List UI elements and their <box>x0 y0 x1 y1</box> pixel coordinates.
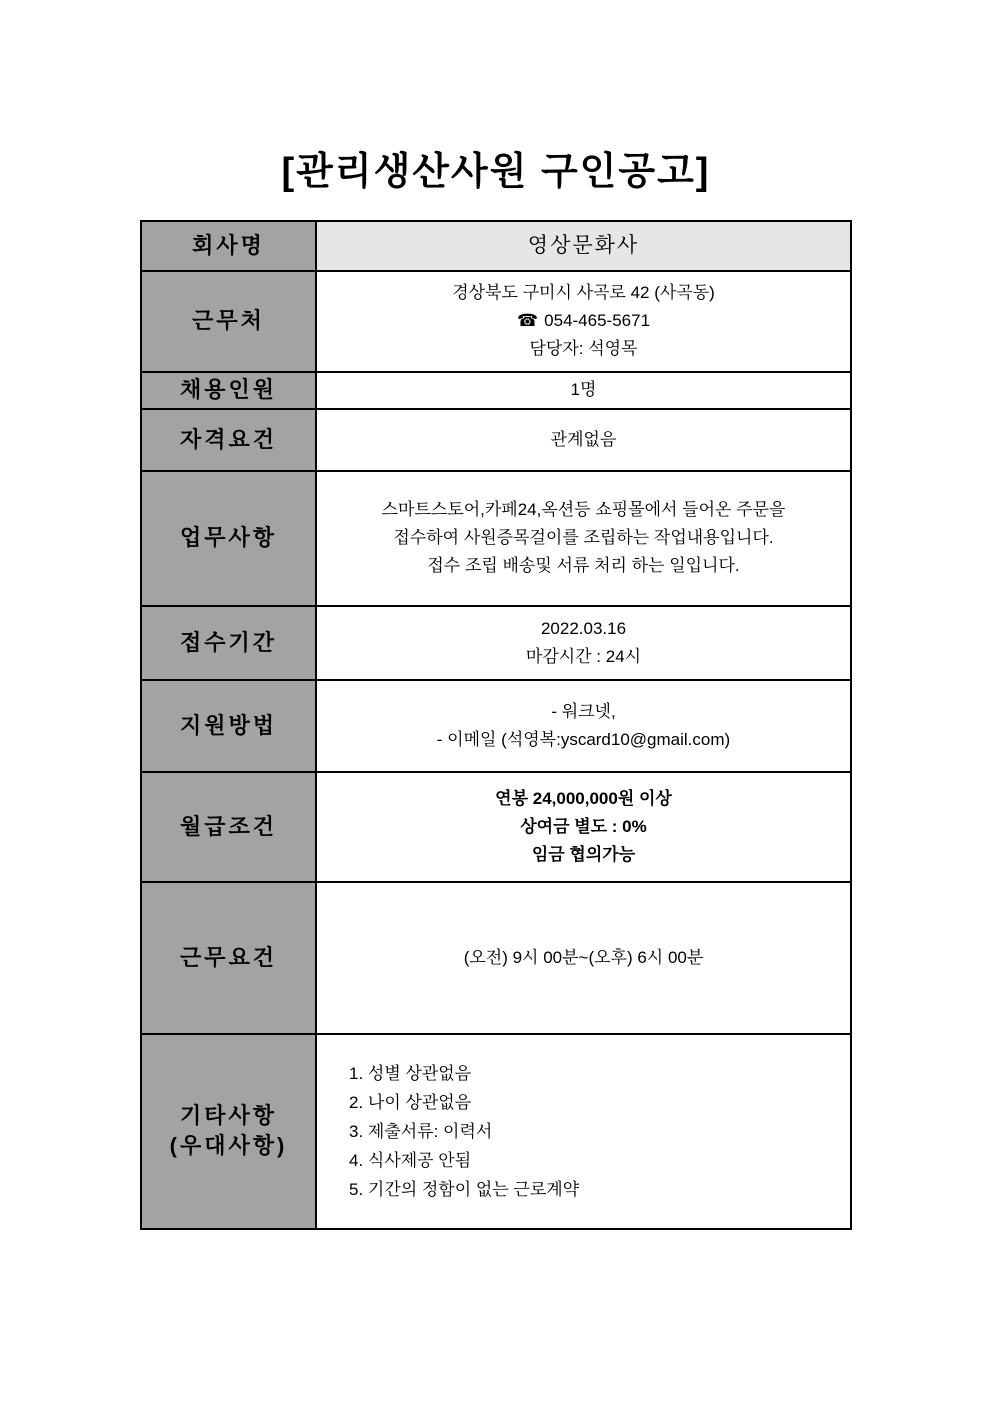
row-label-subtext: (우대사항) <box>169 1133 288 1159</box>
table-row-duties <box>141 471 851 606</box>
cell-period <box>316 606 851 680</box>
note-item: 1. 성별 상관없음 <box>349 1063 472 1083</box>
table-row-hires <box>141 372 851 409</box>
period-date: 2022.03.16 <box>540 618 627 638</box>
table-row-other-notes <box>141 1034 851 1229</box>
row-label-text: 근무요건 <box>179 944 277 970</box>
table-row-apply-method <box>141 680 851 772</box>
cell-work-hours <box>316 882 851 1034</box>
duties-line: 접수 조립 배송및 서류 처리 하는 일입니다. <box>427 556 740 576</box>
note-item: 3. 제출서류: 이력서 <box>349 1121 493 1141</box>
row-label-duties <box>141 471 316 606</box>
page-title: [관리생산사원 구인공고] <box>281 151 711 193</box>
note-item: 4. 식사제공 안됨 <box>349 1150 472 1170</box>
workplace-phone-line <box>317 307 850 335</box>
cell-salary <box>316 772 851 882</box>
workplace-address: 경상북도 구미시 사곡로 42 (사곡동) <box>452 283 715 303</box>
row-label-text: 월급조건 <box>179 813 277 839</box>
row-label-text: 기타사항 <box>179 1103 277 1129</box>
cell-other-notes <box>316 1034 851 1229</box>
row-label-period <box>141 606 316 680</box>
row-label-text: 근무처 <box>192 308 265 334</box>
table-row-salary <box>141 772 851 882</box>
table-row-qualifications <box>141 409 851 471</box>
row-label-apply-method <box>141 680 316 772</box>
salary-line: 상여금 별도 : 0% <box>520 816 647 836</box>
cell-duties <box>316 471 851 606</box>
row-label-text: 업무사항 <box>179 525 277 551</box>
row-label-salary <box>141 772 316 882</box>
table-row-company <box>141 221 851 271</box>
table-row-period <box>141 606 851 680</box>
apply-method-line: - 워크넷, <box>551 701 616 721</box>
period-deadline: 마감시간 : 24시 <box>525 646 642 666</box>
cell-qualifications <box>316 409 851 471</box>
qualifications-text: 관계없음 <box>550 429 617 449</box>
salary-line: 연봉 24,000,000원 이상 <box>495 788 672 808</box>
row-label-text: 접수기간 <box>179 629 277 655</box>
cell-company-name <box>316 221 851 271</box>
row-label-text: 지원방법 <box>179 712 277 738</box>
phone-icon: ☎ <box>516 311 539 331</box>
note-item: 5. 기간의 정함이 없는 근로계약 <box>349 1179 580 1199</box>
work-hours-text: (오전) 9시 00분~(오후) 6시 00분 <box>463 947 704 967</box>
cell-hires-count <box>316 372 851 409</box>
row-label-company <box>141 221 316 271</box>
note-item: 2. 나이 상관없음 <box>349 1092 472 1112</box>
table-row-workplace <box>141 271 851 372</box>
row-label-hires <box>141 372 316 409</box>
row-label-workplace <box>141 271 316 372</box>
row-label-text: 자격요건 <box>179 426 277 452</box>
cell-apply-method <box>316 680 851 772</box>
job-posting-table <box>140 220 852 1230</box>
company-name-text: 영상문화사 <box>527 233 640 257</box>
row-label-qualifications <box>141 409 316 471</box>
cell-workplace <box>316 271 851 372</box>
workplace-contact: 담당자: 석영목 <box>529 339 638 359</box>
duties-line: 접수하여 사원증목걸이를 조립하는 작업내용입니다. <box>393 528 774 548</box>
phone-number: 054-465-5671 <box>544 311 651 331</box>
duties-line: 스마트스토어,카페24,옥션등 쇼핑몰에서 들어온 주문을 <box>381 500 786 520</box>
apply-method-line: - 이메일 (석영복:yscard10@gmail.com) <box>436 729 731 749</box>
row-label-work-hours <box>141 882 316 1034</box>
row-label-other-notes <box>141 1034 316 1229</box>
row-label-text: 채용인원 <box>179 377 277 403</box>
hires-count-text: 1명 <box>570 380 597 400</box>
row-label-text: 회사명 <box>192 232 265 258</box>
table-row-work-hours <box>141 882 851 1034</box>
salary-line: 임금 협의가능 <box>531 844 636 864</box>
